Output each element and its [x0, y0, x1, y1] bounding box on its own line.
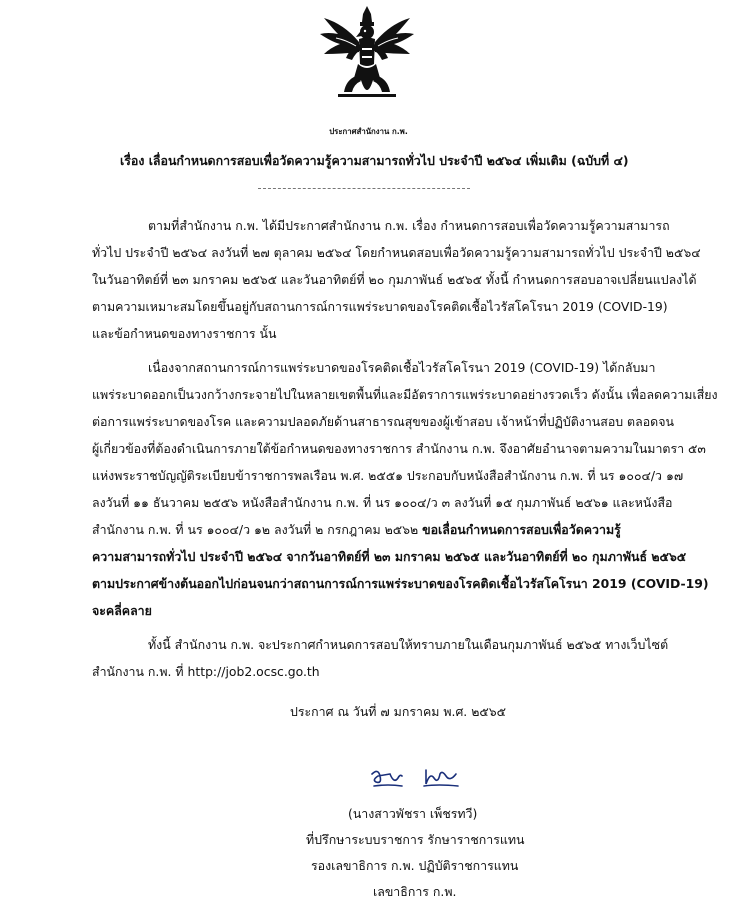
paragraph-1-line: และข้อกำหนดของทางราชการ นั้น — [92, 326, 277, 341]
paragraph-2-line: แพร่ระบาดออกเป็นวงกว้างกระจายไปในหลายเขตพื้นที่และมีอัตราการแพร่ระบาดอย่างรวดเร็ว ดังนั้น เพื่อลดความเสี่ยง — [92, 387, 718, 402]
paragraph-1-line: ทั่วไป ประจำปี ๒๕๖๔ ลงวันที่ ๒๗ ตุลาคม ๒๕๖๔ โดยกำหนดสอบเพื่อวัดความรู้ความสามารถทั่วไป ประจำปี ๒๕๖๔ — [92, 245, 701, 260]
signatory-title-line: ที่ปรึกษาระบบราชการ รักษาราชการแทน — [306, 832, 525, 847]
paragraph-2-line: ผู้เกี่ยวข้องที่ต้องดำเนินการภายใต้ข้อกำหนดของทางราชการ สำนักงาน ก.พ. จึงอาศัยอำนาจตามความในมาตรา ๕๓ — [92, 441, 706, 456]
separator-line — [258, 188, 470, 189]
paragraph-2-line-mixed — [92, 522, 621, 538]
paragraph-3-line: ทั้งนี้ สำนักงาน ก.พ. จะประกาศกำหนดการสอบให้ทราบภายในเดือนกุมภาพันธ์ ๒๕๖๕ ทางเว็บไซต์ — [148, 637, 669, 652]
paragraph-2-line: ต่อการแพร่ระบาดของโรค และความปลอดภัยด้านสาธารณสุขของผู้เข้าสอบ เจ้าหน้าที่ปฏิบัติงานสอบ ตลอดจน — [92, 414, 674, 429]
paragraph-2-bold-part: ขอเลื่อนกำหนดการสอบเพื่อวัดความรู้ — [422, 522, 621, 537]
paragraph-2-line: ลงวันที่ ๑๑ ธันวาคม ๒๕๕๖ หนังสือสำนักงาน ก.พ. ที่ นร ๑๐๐๔/ว ๓ ลงวันที่ ๑๕ กุมภาพันธ์ ๒๕๖๑ และหนังสือ — [92, 495, 673, 510]
subject-line: เรื่อง เลื่อนกำหนดการสอบเพื่อวัดความรู้ความสามารถทั่วไป ประจำปี ๒๕๖๔ เพิ่มเติม (ฉบับที่ ๔) — [120, 153, 629, 168]
signatory-name: (นางสาวพัชรา เพ็ชรทวี) — [348, 806, 478, 821]
paragraph-2-plain-part: สำนักงาน ก.พ. ที่ นร ๑๐๐๔/ว ๑๒ ลงวันที่ ๒ กรกฎาคม ๒๕๖๒ — [92, 522, 423, 537]
paragraph-3-url-line: สำนักงาน ก.พ. ที่ http://job2.ocsc.go.th — [92, 664, 320, 679]
office-title: ประกาศสำนักงาน ก.พ. — [329, 127, 408, 136]
announcement-date: ประกาศ ณ วันที่ ๗ มกราคม พ.ศ. ๒๕๖๕ — [290, 704, 506, 719]
paragraph-1-line: ตามความเหมาะสมโดยขึ้นอยู่กับสถานการณ์การแพร่ระบาดของโรคติดเชื้อไวรัสโคโรนา 2019 (COVID-19) — [92, 299, 668, 314]
signatory-title-line: รองเลขาธิการ ก.พ. ปฏิบัติราชการแทน — [311, 858, 519, 873]
paragraph-1-line: ตามที่สำนักงาน ก.พ. ได้มีประกาศสำนักงาน ก.พ. เรื่อง กำหนดการสอบเพื่อวัดความรู้ความสามารถ — [148, 218, 670, 233]
handwritten-signature-icon — [368, 764, 472, 792]
paragraph-2-bold-line: จะคลี่คลาย — [92, 603, 152, 618]
garuda-emblem-icon — [316, 4, 418, 104]
paragraph-1-line: ในวันอาทิตย์ที่ ๒๓ มกราคม ๒๕๖๕ และวันอาทิตย์ที่ ๒๐ กุมภาพันธ์ ๒๕๖๕ ทั้งนี้ กำหนดการสอบอาจเปลี่ยนแปลงได้ — [92, 272, 697, 287]
paragraph-2-line: แห่งพระราชบัญญัติระเบียบข้าราชการพลเรือน พ.ศ. ๒๕๕๑ ประกอบกับหนังสือสำนักงาน ก.พ. ที่ นร ๑๐๐๔/ว ๑๗ — [92, 468, 684, 483]
paragraph-2-line: เนื่องจากสถานการณ์การแพร่ระบาดของโรคติดเชื้อไวรัสโคโรนา 2019 (COVID-19) ได้กลับมา — [148, 360, 656, 375]
signatory-title-line: เลขาธิการ ก.พ. — [373, 884, 457, 899]
paragraph-2-bold-line: ความสามารถทั่วไป ประจำปี ๒๕๖๔ จากวันอาทิตย์ที่ ๒๓ มกราคม ๒๕๖๕ และวันอาทิตย์ที่ ๒๐ กุมภาพันธ์ ๒๕๖๕ — [92, 549, 687, 564]
paragraph-2-bold-line: ตามประกาศข้างต้นออกไปก่อนจนกว่าสถานการณ์การแพร่ระบาดของโรคติดเชื้อไวรัสโคโรนา 2019 (COVID-19) — [92, 576, 709, 591]
